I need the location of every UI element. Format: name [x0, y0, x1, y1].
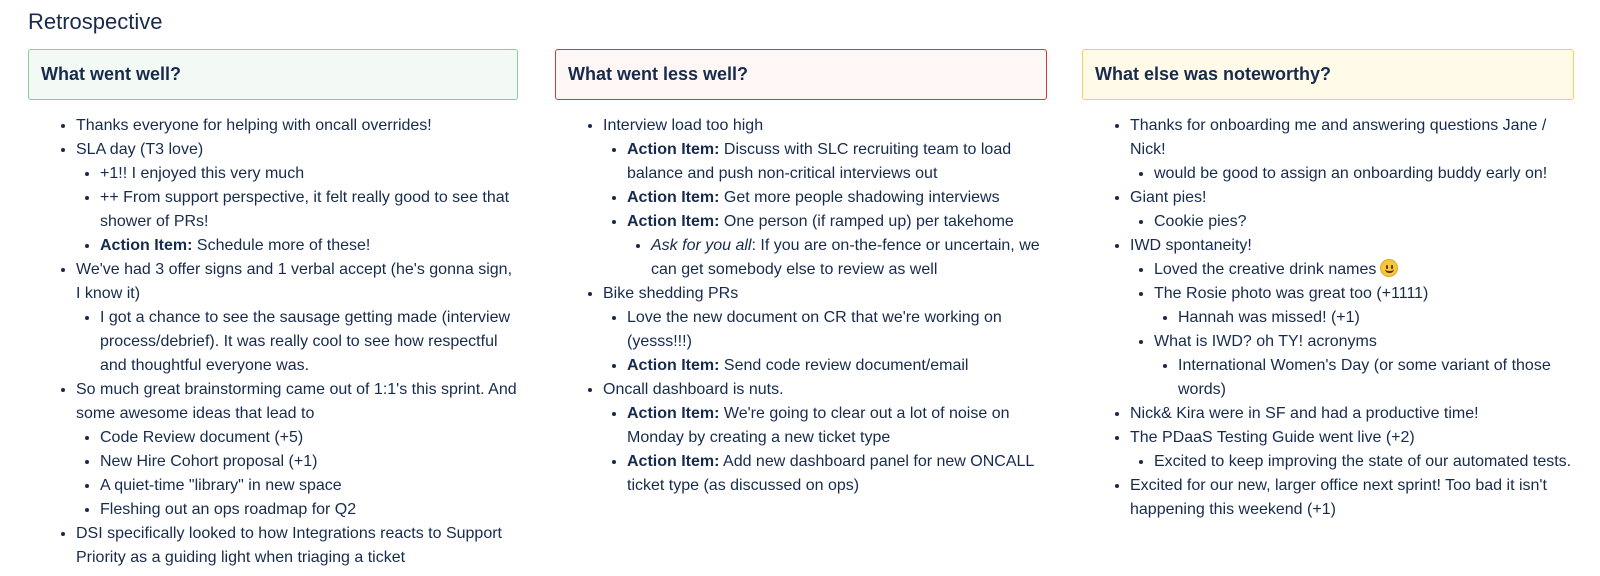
- list-item-text: +1!! I enjoyed this very much: [100, 165, 305, 182]
- list-item: [1154, 450, 1574, 474]
- list-item: [1130, 426, 1574, 474]
- list-item-text: Nick& Kira were in SF and had a productive time!: [1130, 405, 1479, 422]
- nested-list: [603, 402, 1047, 498]
- list-item: [76, 258, 518, 378]
- nested-list: [1130, 210, 1574, 234]
- action-item-label: Action Item:: [627, 213, 720, 230]
- list-item: [627, 450, 1047, 498]
- list-item: [627, 306, 1047, 354]
- nested-list: [603, 306, 1047, 378]
- panel-heading-text: What went well?: [41, 64, 182, 84]
- list-item-text: International Women's Day (or some variant of those words): [1178, 357, 1551, 398]
- nested-list: [1130, 258, 1574, 402]
- list-item: [1130, 234, 1574, 402]
- list-item-text: A quiet-time "library" in new space: [100, 477, 342, 494]
- nested-list: [1154, 354, 1574, 402]
- list-item: [76, 522, 518, 570]
- list-item: [1130, 402, 1574, 426]
- list-item: [100, 234, 518, 258]
- list-item: [76, 114, 518, 138]
- list-item-text: The Rosie photo was great too (+1111): [1154, 285, 1429, 302]
- list-item-text: Hannah was missed! (+1): [1178, 309, 1360, 326]
- list-item-text: Bike shedding PRs: [603, 285, 739, 302]
- list-item-text: Send code review document/email: [719, 357, 969, 374]
- column-what-went-well: [28, 49, 518, 570]
- list-item: [100, 162, 518, 186]
- panel-heading-noteworthy: [1082, 49, 1574, 100]
- list-item-text: The PDaaS Testing Guide went live (+2): [1130, 429, 1415, 446]
- list-item: [1178, 354, 1574, 402]
- panel-heading-text: What else was noteworthy?: [1095, 64, 1332, 84]
- list-item: [100, 306, 518, 378]
- list-item-text: IWD spontaneity!: [1130, 237, 1252, 254]
- list-item-text: New Hire Cohort proposal (+1): [100, 453, 318, 470]
- list-item: [1154, 282, 1574, 330]
- list-item: [603, 114, 1047, 282]
- list-item-text: We've had 3 offer signs and 1 verbal accept (he's gonna sign, I know it): [76, 261, 513, 302]
- list-item-text: Thanks for onboarding me and answering questions Jane / Nick!: [1130, 117, 1547, 158]
- list-item: [1130, 114, 1574, 186]
- list-item-text: I got a chance to see the sausage getting made (interview process/debrief). It was really cool to see how respectful and thoughtful everyone was.: [100, 309, 511, 374]
- list-item: [627, 402, 1047, 450]
- list-item-text: Love the new document on CR that we're working on (yesss!!!): [627, 309, 1002, 350]
- list-item: [1178, 306, 1574, 330]
- list-item-text: Discuss with SLC recruiting team to load balance and push non-critical interviews out: [627, 141, 1012, 182]
- action-item-label: Action Item:: [100, 237, 193, 254]
- list-item-text: would be good to assign an onboarding buddy early on!: [1154, 165, 1548, 182]
- list-item: [100, 186, 518, 234]
- went-well-list: [28, 114, 518, 570]
- smiley-face-icon: [1380, 259, 1398, 277]
- column-noteworthy: [1082, 49, 1574, 522]
- panel-heading-text: What went less well?: [568, 64, 749, 84]
- list-item: [1130, 186, 1574, 234]
- list-item: [100, 450, 518, 474]
- list-item: [627, 210, 1047, 282]
- list-item-text: Add new dashboard panel for new ONCALL ticket type (as discussed on ops): [627, 453, 1034, 494]
- list-item-text: One person (if ramped up) per takehome: [719, 213, 1014, 230]
- list-item: [627, 354, 1047, 378]
- list-item-text: Interview load too high: [603, 117, 764, 134]
- nested-list: [76, 306, 518, 378]
- list-item-text: Excited for our new, larger office next sprint! Too bad it isn't happening this weekend (+1): [1130, 477, 1547, 518]
- action-item-label: Action Item:: [627, 189, 720, 206]
- action-item-label: Action Item:: [627, 405, 720, 422]
- nested-list: [76, 426, 518, 522]
- list-item-text: Excited to keep improving the state of our automated tests.: [1154, 453, 1572, 470]
- nested-list: [1130, 162, 1574, 186]
- list-item: [603, 378, 1047, 498]
- list-item: [1154, 258, 1574, 282]
- list-item: [100, 426, 518, 450]
- list-item-text: ++ From support perspective, it felt really good to see that shower of PRs!: [100, 189, 510, 230]
- list-item-text: Schedule more of these!: [192, 237, 371, 254]
- list-item-text: Cookie pies?: [1154, 213, 1247, 230]
- list-item-text: What is IWD? oh TY! acronyms: [1154, 333, 1377, 350]
- list-item-text: DSI specifically looked to how Integrations reacts to Support Priority as a guiding light when triaging a ticket: [76, 525, 502, 566]
- action-item-label: Action Item:: [627, 357, 720, 374]
- list-item: [1154, 330, 1574, 402]
- action-item-label: Action Item:: [627, 453, 720, 470]
- list-item: [1154, 162, 1574, 186]
- noteworthy-list: [1082, 114, 1574, 522]
- list-item: [627, 186, 1047, 210]
- page-title: Retrospective: [28, 9, 163, 34]
- list-item: [1130, 474, 1574, 522]
- nested-list: [76, 162, 518, 258]
- nested-list: [1130, 450, 1574, 474]
- list-item-text: Get more people shadowing interviews: [719, 189, 1000, 206]
- list-item-text: Fleshing out an ops roadmap for Q2: [100, 501, 357, 518]
- list-item-text: SLA day (T3 love): [76, 141, 204, 158]
- list-item: [76, 378, 518, 522]
- list-item-text: Oncall dashboard is nuts.: [603, 381, 784, 398]
- list-item: [651, 234, 1047, 282]
- list-item: [603, 282, 1047, 378]
- column-what-went-less-well: [555, 49, 1047, 498]
- nested-list: [627, 234, 1047, 282]
- list-item-text: So much great brainstorming came out of 1:1's this sprint. And some awesome ideas that lead to: [76, 381, 517, 422]
- nested-list: [603, 138, 1047, 282]
- list-item-text: Thanks everyone for helping with oncall overrides!: [76, 117, 432, 134]
- list-item: [100, 498, 518, 522]
- list-item: [100, 474, 518, 498]
- emphasis-text: Ask for you all: [651, 237, 752, 254]
- list-item-text: Loved the creative drink names: [1154, 261, 1377, 278]
- panel-heading-went-less-well: [555, 49, 1047, 100]
- list-item: [627, 138, 1047, 186]
- list-item: [76, 138, 518, 258]
- list-item-text: Giant pies!: [1130, 189, 1207, 206]
- went-less-well-list: [555, 114, 1047, 498]
- list-item: [1154, 210, 1574, 234]
- action-item-label: Action Item:: [627, 141, 720, 158]
- nested-list: [1154, 306, 1574, 330]
- list-item-text: Code Review document (+5): [100, 429, 304, 446]
- panel-heading-went-well: [28, 49, 518, 100]
- list-item-text: : If you are on-the-fence or uncertain, we can get somebody else to review as well: [651, 237, 1040, 278]
- list-item-text: We're going to clear out a lot of noise on Monday by creating a new ticket type: [627, 405, 1010, 446]
